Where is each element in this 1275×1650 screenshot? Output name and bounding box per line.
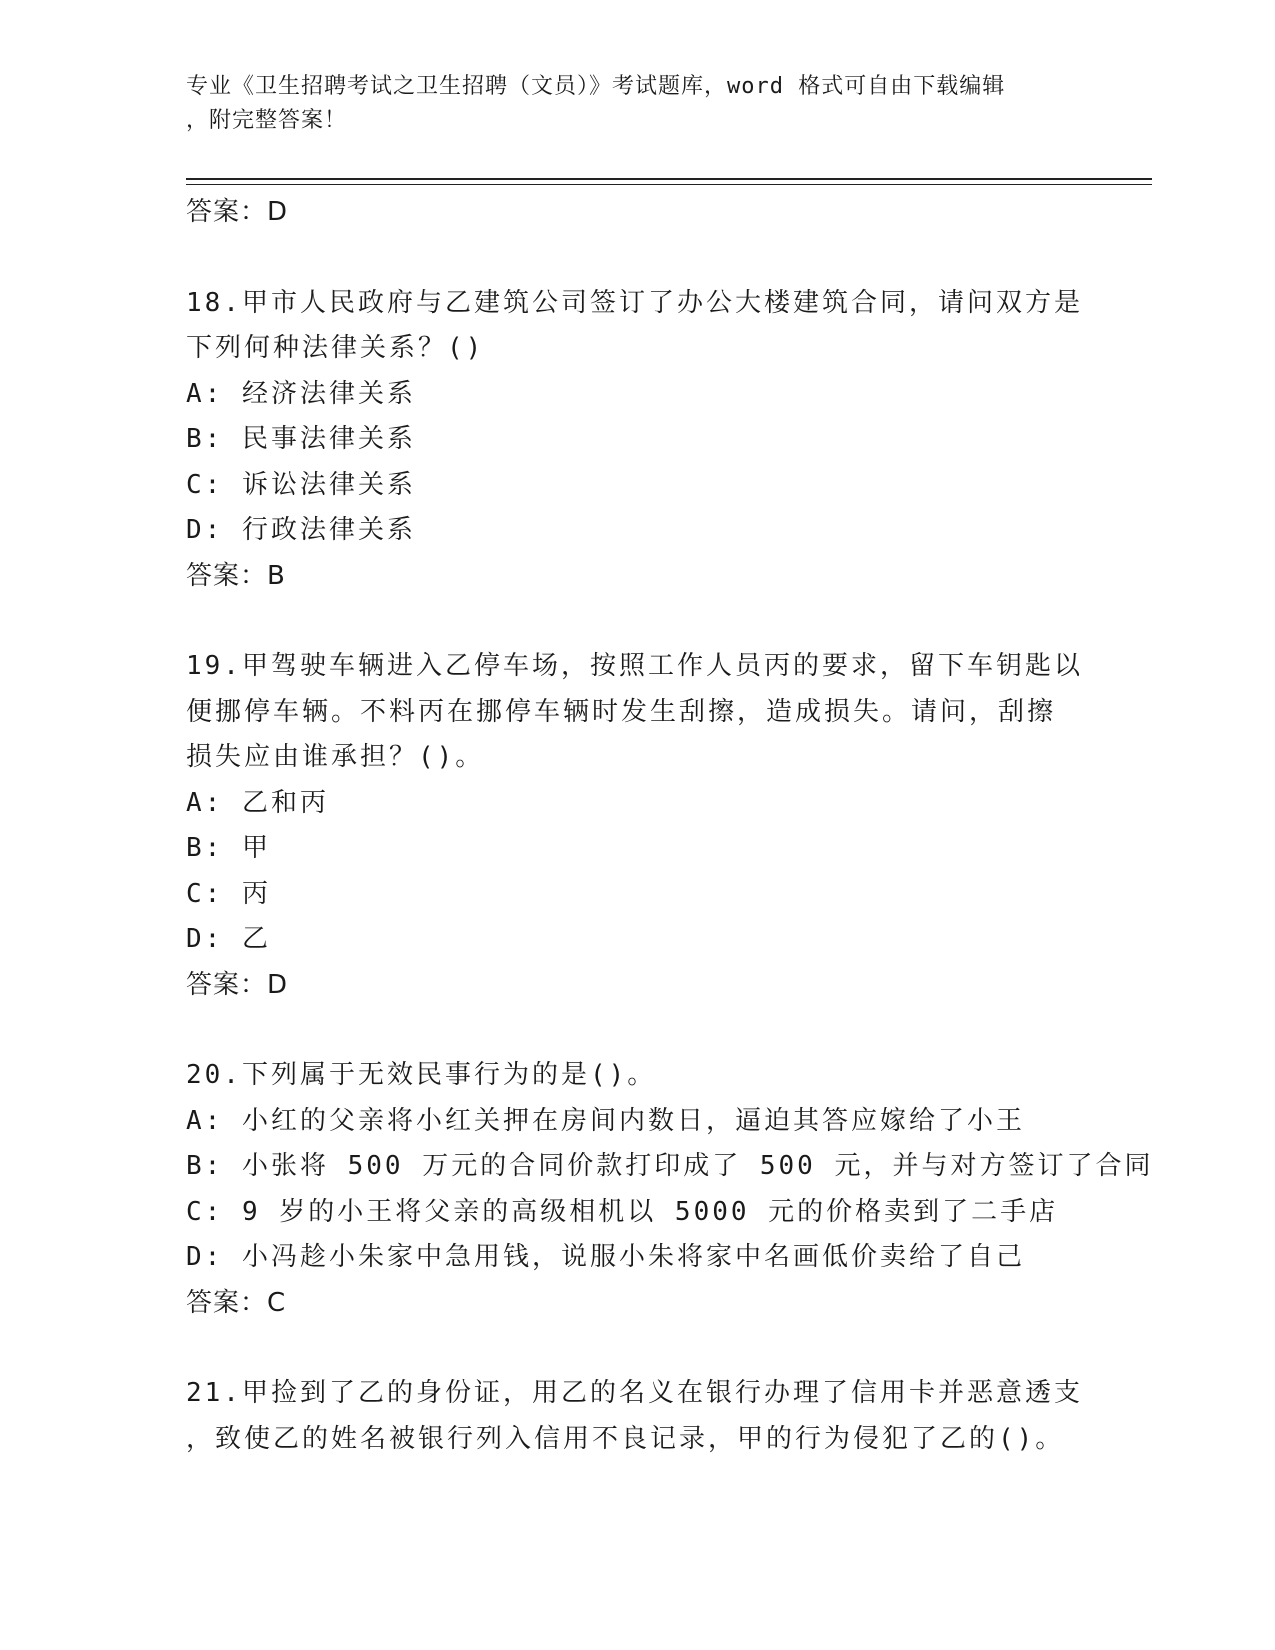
question-stem: 便挪停车辆。不料丙在挪停车辆时发生刮擦，造成损失。请问，刮擦 xyxy=(186,696,1057,727)
question-stem: 损失应由谁承担？()。 xyxy=(186,742,485,772)
header-line-2: ，附完整答案！ xyxy=(186,108,348,133)
option-c: C: 诉讼法律关系 xyxy=(186,469,416,500)
option-a: A: 经济法律关系 xyxy=(186,378,416,409)
question-list xyxy=(186,190,1154,1462)
question-19 xyxy=(186,644,1086,1008)
previous-answer: 答案：D xyxy=(186,197,289,227)
option-c: C: 9 岁的小王将父亲的高级相机以 5000 元的价格卖到了二手店 xyxy=(186,1196,1059,1227)
question-stem: 20.下列属于无效民事行为的是()。 xyxy=(186,1060,657,1090)
answer: 答案：D xyxy=(186,969,289,1000)
option-c: C: 丙 xyxy=(186,878,271,909)
question-18 xyxy=(186,281,1086,600)
option-a: A: 小红的父亲将小红关押在房间内数日，逼迫其答应嫁给了小王 xyxy=(186,1105,1025,1136)
question-stem: 19.甲驾驶车辆进入乙停车场，按照工作人员丙的要求，留下车钥匙以 xyxy=(186,651,1083,681)
header-line-1: 专业《卫生招聘考试之卫生招聘（文员）》考试题库，word 格式可自由下载编辑 xyxy=(186,74,1006,99)
option-d: D: 行政法律关系 xyxy=(186,515,416,545)
option-b: B: 民事法律关系 xyxy=(186,424,416,454)
option-d: D: 乙 xyxy=(186,924,271,954)
question-stem: 18.甲市人民政府与乙建筑公司签订了办公大楼建筑合同，请问双方是 xyxy=(186,287,1083,318)
document-header xyxy=(186,70,1066,138)
option-d: D: 小冯趁小朱家中急用钱，说服小朱将家中名画低价卖给了自己 xyxy=(186,1242,1025,1272)
question-stem: 下列何种法律关系？() xyxy=(186,333,485,363)
answer: 答案：B xyxy=(186,560,286,591)
question-20 xyxy=(186,1053,1154,1326)
question-stem: 21.甲捡到了乙的身份证，用乙的名义在银行办理了信用卡并恶意透支 xyxy=(186,1378,1083,1408)
header-divider-thick xyxy=(186,178,1152,180)
question-stem: ，致使乙的姓名被银行列入信用不良记录，甲的行为侵犯了乙的()。 xyxy=(186,1423,1065,1454)
option-b: B: 甲 xyxy=(186,833,271,863)
option-a: A: 乙和丙 xyxy=(186,787,329,818)
option-b: B: 小张将 500 万元的合同价款打印成了 500 元，并与对方签订了合同 xyxy=(186,1151,1154,1181)
question-21 xyxy=(186,1371,1086,1462)
answer: 答案：C xyxy=(186,1287,287,1318)
header-divider-thin xyxy=(186,184,1152,185)
